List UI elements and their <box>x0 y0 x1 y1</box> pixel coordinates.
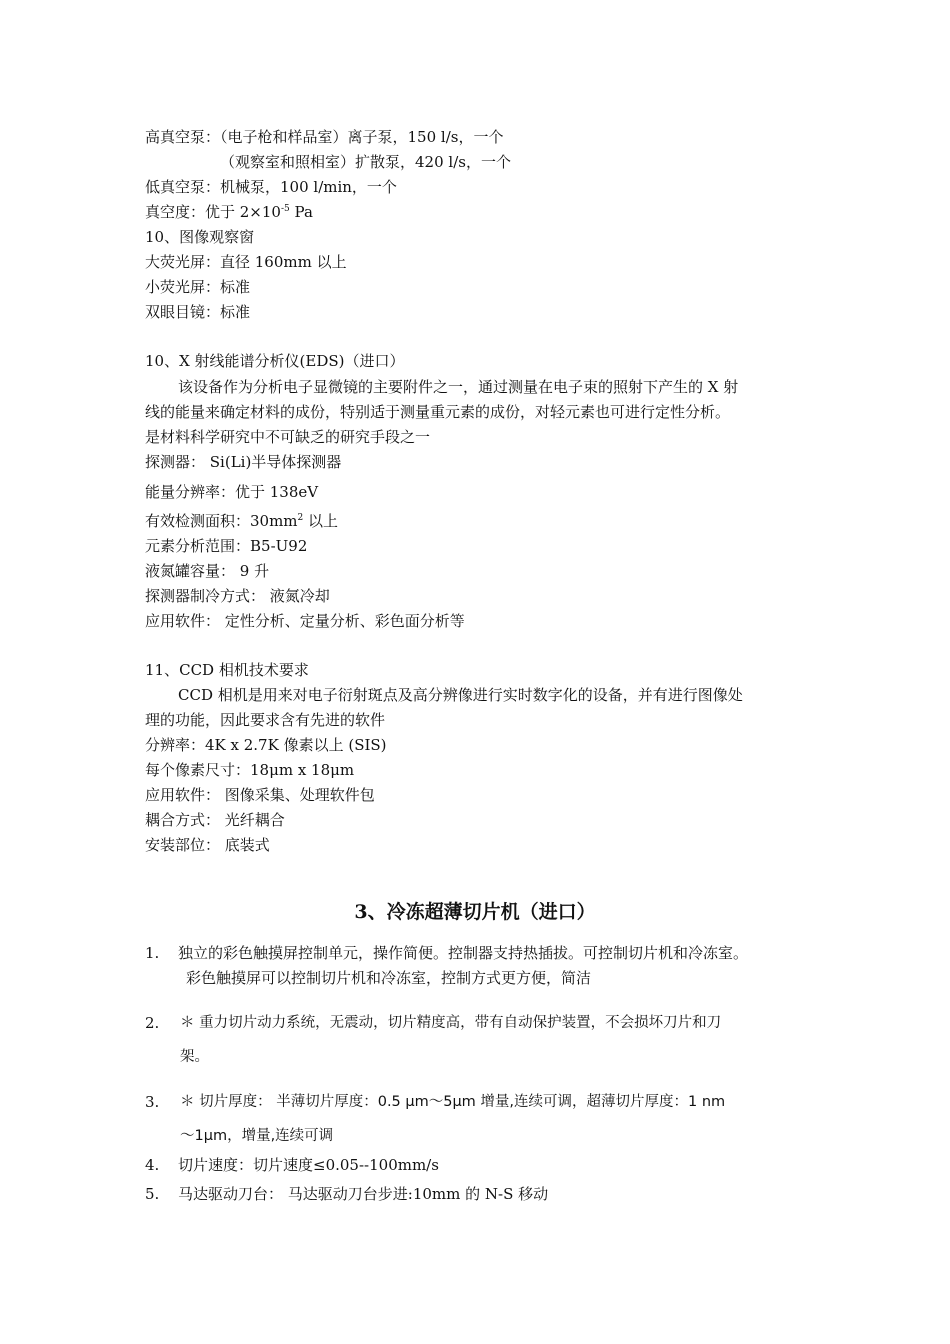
eds-cooling: 探测器制冷方式： 液氮冷却 <box>145 587 330 605</box>
ccd-mount: 安装部位： 底装式 <box>145 836 270 854</box>
list-item-5-line-1: 马达驱动刀台： 马达驱动刀台步进:10mm 的 N-S 移动 <box>178 1185 549 1203</box>
ccd-coupling: 耦合方式： 光纤耦合 <box>145 811 285 829</box>
list-item-2-line-1: ＊ 重力切片动力系统，无震动，切片精度高，带有自动保护装置，不会损坏刀片和刀 <box>180 1015 722 1031</box>
small-screen-line: 小荧光屏：标准 <box>145 278 251 296</box>
eds-heading: 10、X 射线能谱分析仪(EDS)（进口） <box>145 352 405 370</box>
ccd-resolution: 分辨率：4K x 2.7K 像素以上 (SIS) <box>145 736 387 754</box>
list-item-number: 3. <box>145 1093 160 1111</box>
eds-desc-2: 线的能量来确定材料的成份，特别适于测量重元素的成份，对轻元素也可进行定性分析。 <box>145 403 731 421</box>
ccd-heading: 11、CCD 相机技术要求 <box>145 661 309 679</box>
ccd-desc-2: 理的功能，因此要求含有先进的软件 <box>145 711 386 729</box>
eds-dewar-capacity: 液氮罐容量： 9 升 <box>145 562 270 580</box>
eds-detection-area <box>145 511 338 531</box>
eds-detector: 探测器： Si(Li)半导体探测器 <box>145 453 342 471</box>
section-3-title: 3、冷冻超薄切片机（进口） <box>354 901 596 923</box>
list-item-number: 1. <box>145 944 160 962</box>
eds-area-text: 有效检测面积：30mm <box>145 512 298 530</box>
eds-desc-1: 该设备作为分析电子显微镜的主要附件之一，通过测量在电子束的照射下产生的 X 射 <box>178 378 739 396</box>
large-screen-line: 大荧光屏：直径 160mm 以上 <box>145 253 347 271</box>
list-item-number: 2. <box>145 1014 160 1032</box>
ccd-pixel-size: 每个像素尺寸：18μm x 18μm <box>145 761 355 779</box>
low-vacuum-line: 低真空泵：机械泵，100 l/min，一个 <box>145 178 397 196</box>
eds-area-exponent: 2 <box>297 513 304 523</box>
eds-energy-resolution: 能量分辨率：优于 138eV <box>145 483 319 501</box>
vacuum-degree-exponent: -5 <box>280 204 290 214</box>
binocular-line: 双眼目镜：标准 <box>145 303 251 321</box>
eds-element-range: 元素分析范围：B5-U92 <box>145 537 308 555</box>
list-item-2-line-2: 架。 <box>180 1049 209 1065</box>
list-item-number: 5. <box>145 1185 160 1203</box>
list-item-number: 4. <box>145 1156 160 1174</box>
window-heading: 10、图像观察窗 <box>145 228 255 246</box>
eds-software: 应用软件： 定性分析、定量分析、彩色面分析等 <box>145 612 465 630</box>
high-vacuum-label: 高真空泵： <box>145 128 221 146</box>
list-item-4-line-1: 切片速度：切片速度≤0.05--100mm/s <box>178 1156 439 1174</box>
ccd-desc-1: CCD 相机是用来对电子衍射斑点及高分辨像进行实时数字化的设备，并有进行图像处 <box>178 686 743 704</box>
list-item-1-line-2: 彩色触摸屏可以控制切片机和冷冻室，控制方式更方便，简洁 <box>186 969 592 987</box>
list-item-1-line-1: 独立的彩色触摸屏控制单元，操作简便。控制器支持热插拔。可控制切片机和冷冻室。 <box>178 944 749 962</box>
high-vacuum-diffusion-pump: （观察室和照相室）扩散泵，420 l/s，一个 <box>220 153 511 171</box>
high-vacuum-line-1 <box>145 127 503 147</box>
eds-desc-3: 是材料科学研究中不可缺乏的研究手段之一 <box>145 428 431 446</box>
vacuum-degree-text: 真空度：优于 2×10 <box>145 203 281 221</box>
vacuum-degree-unit: Pa <box>294 203 313 221</box>
list-item-3-line-1: ＊ 切片厚度： 半薄切片厚度：0.5 μm～5μm 增量,连续可调，超薄切片厚度：1 nm <box>180 1094 726 1110</box>
eds-area-suffix: 以上 <box>303 512 339 530</box>
ccd-software: 应用软件： 图像采集、处理软件包 <box>145 786 375 804</box>
vacuum-degree-line <box>145 202 313 222</box>
list-item-3-line-2: ～1μm，增量,连续可调 <box>180 1128 334 1144</box>
high-vacuum-ion-pump: （电子枪和样品室）离子泵，150 l/s，一个 <box>220 128 504 146</box>
